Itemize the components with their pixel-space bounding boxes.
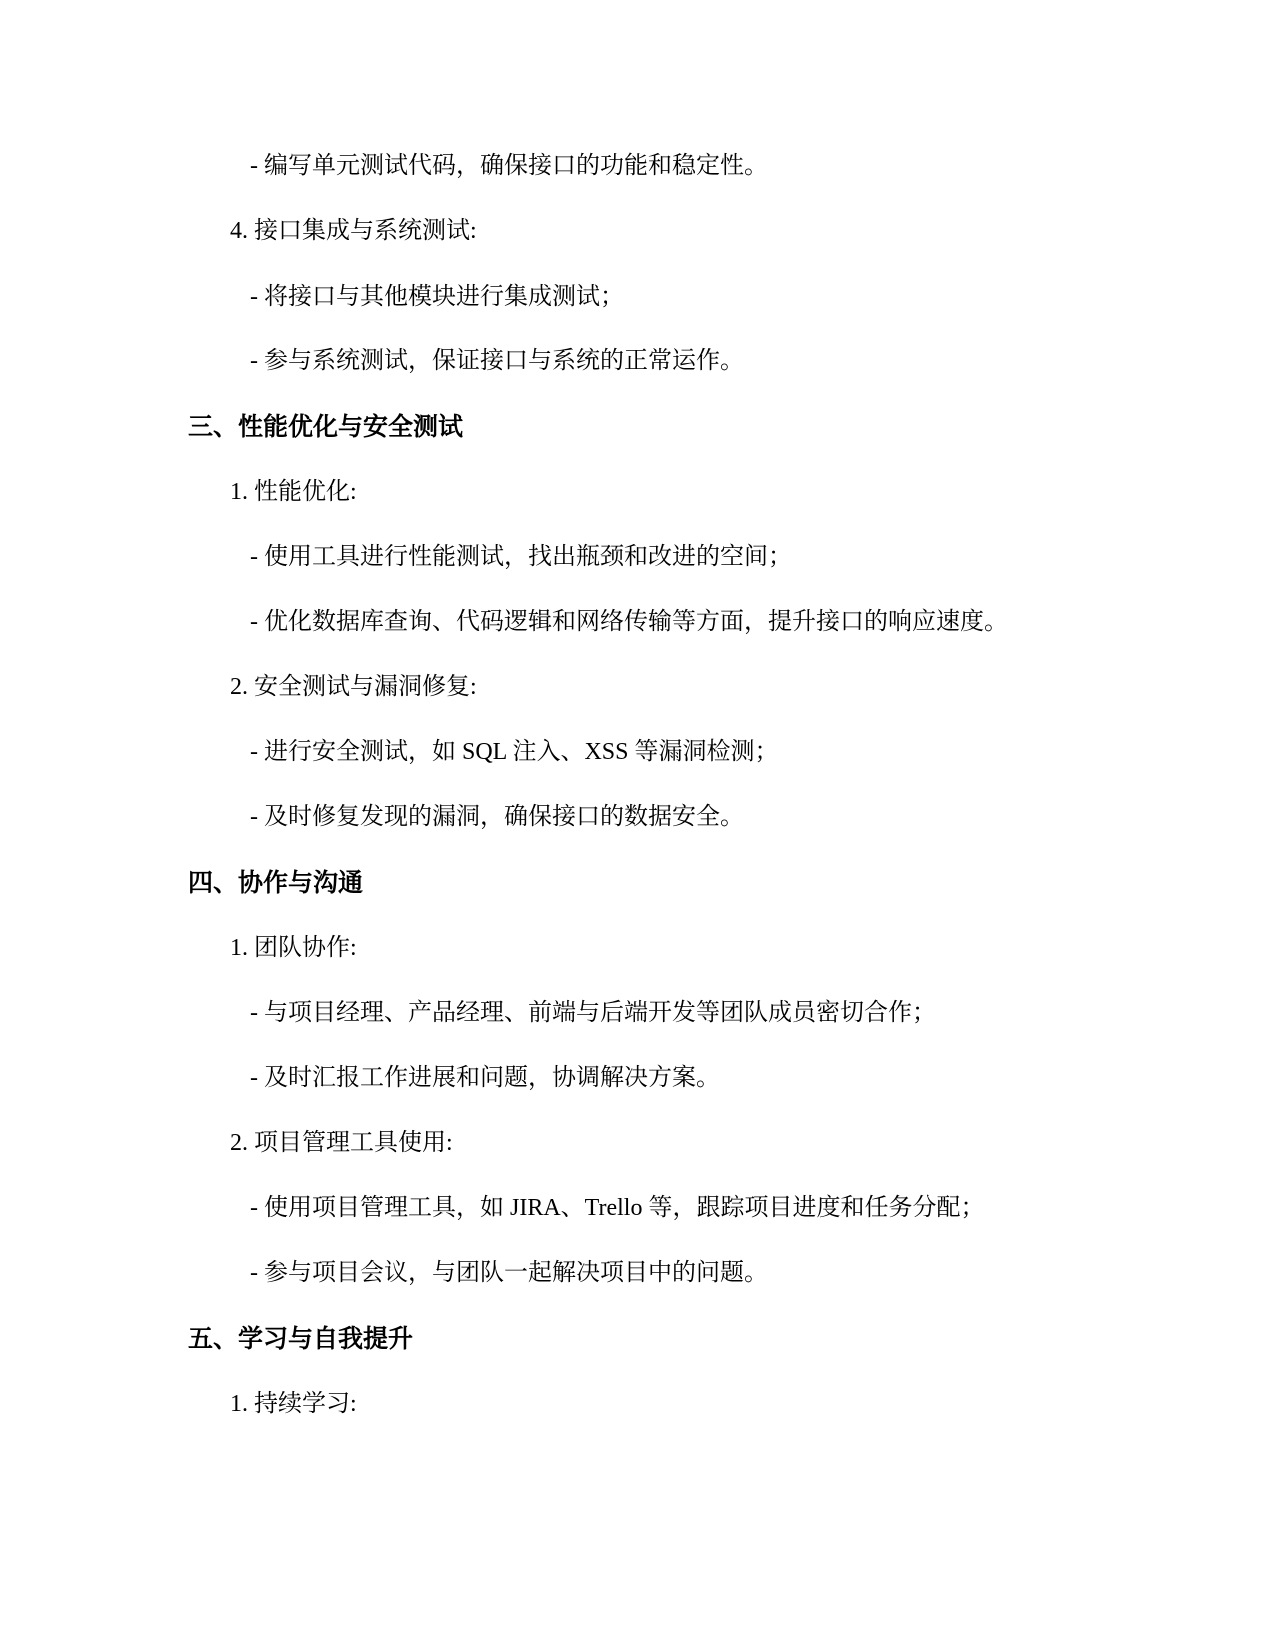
section-heading-collaboration: 四、协作与沟通 — [188, 868, 364, 897]
item-performance: 1. 性能优化: — [230, 479, 357, 505]
bullet-reporting: - 及时汇报工作进展和问题，协调解决方案。 — [250, 1065, 720, 1091]
bullet-perf-testing: - 使用工具进行性能测试，找出瓶颈和改进的空间； — [250, 544, 792, 570]
bullet-optimization: - 优化数据库查询、代码逻辑和网络传输等方面，提升接口的响应速度。 — [250, 609, 1008, 635]
bullet-fix-vulnerabilities: - 及时修复发现的漏洞，确保接口的数据安全。 — [250, 804, 744, 830]
bullet-security-testing: - 进行安全测试，如 SQL 注入、XSS 等漏洞检测； — [250, 739, 779, 765]
item-security: 2. 安全测试与漏洞修复: — [230, 674, 477, 700]
item-integration-test: 4. 接口集成与系统测试: — [230, 218, 477, 244]
item-continuous-learning: 1. 持续学习: — [230, 1391, 357, 1417]
section-heading-learning: 五、学习与自我提升 — [188, 1324, 414, 1353]
bullet-meetings: - 参与项目会议，与团队一起解决项目中的问题。 — [250, 1260, 768, 1286]
bullet-team-cooperation: - 与项目经理、产品经理、前端与后端开发等团队成员密切合作； — [250, 1000, 936, 1026]
bullet-unit-test: - 编写单元测试代码，确保接口的功能和稳定性。 — [250, 153, 768, 179]
section-heading-performance-security: 三、性能优化与安全测试 — [188, 412, 464, 441]
bullet-pm-tools-usage: - 使用项目管理工具，如 JIRA、Trello 等，跟踪项目进度和任务分配； — [250, 1195, 985, 1221]
item-teamwork: 1. 团队协作: — [230, 935, 357, 961]
item-pm-tools: 2. 项目管理工具使用: — [230, 1130, 453, 1156]
bullet-module-integration: - 将接口与其他模块进行集成测试； — [250, 284, 624, 310]
bullet-system-test: - 参与系统测试，保证接口与系统的正常运作。 — [250, 348, 744, 374]
